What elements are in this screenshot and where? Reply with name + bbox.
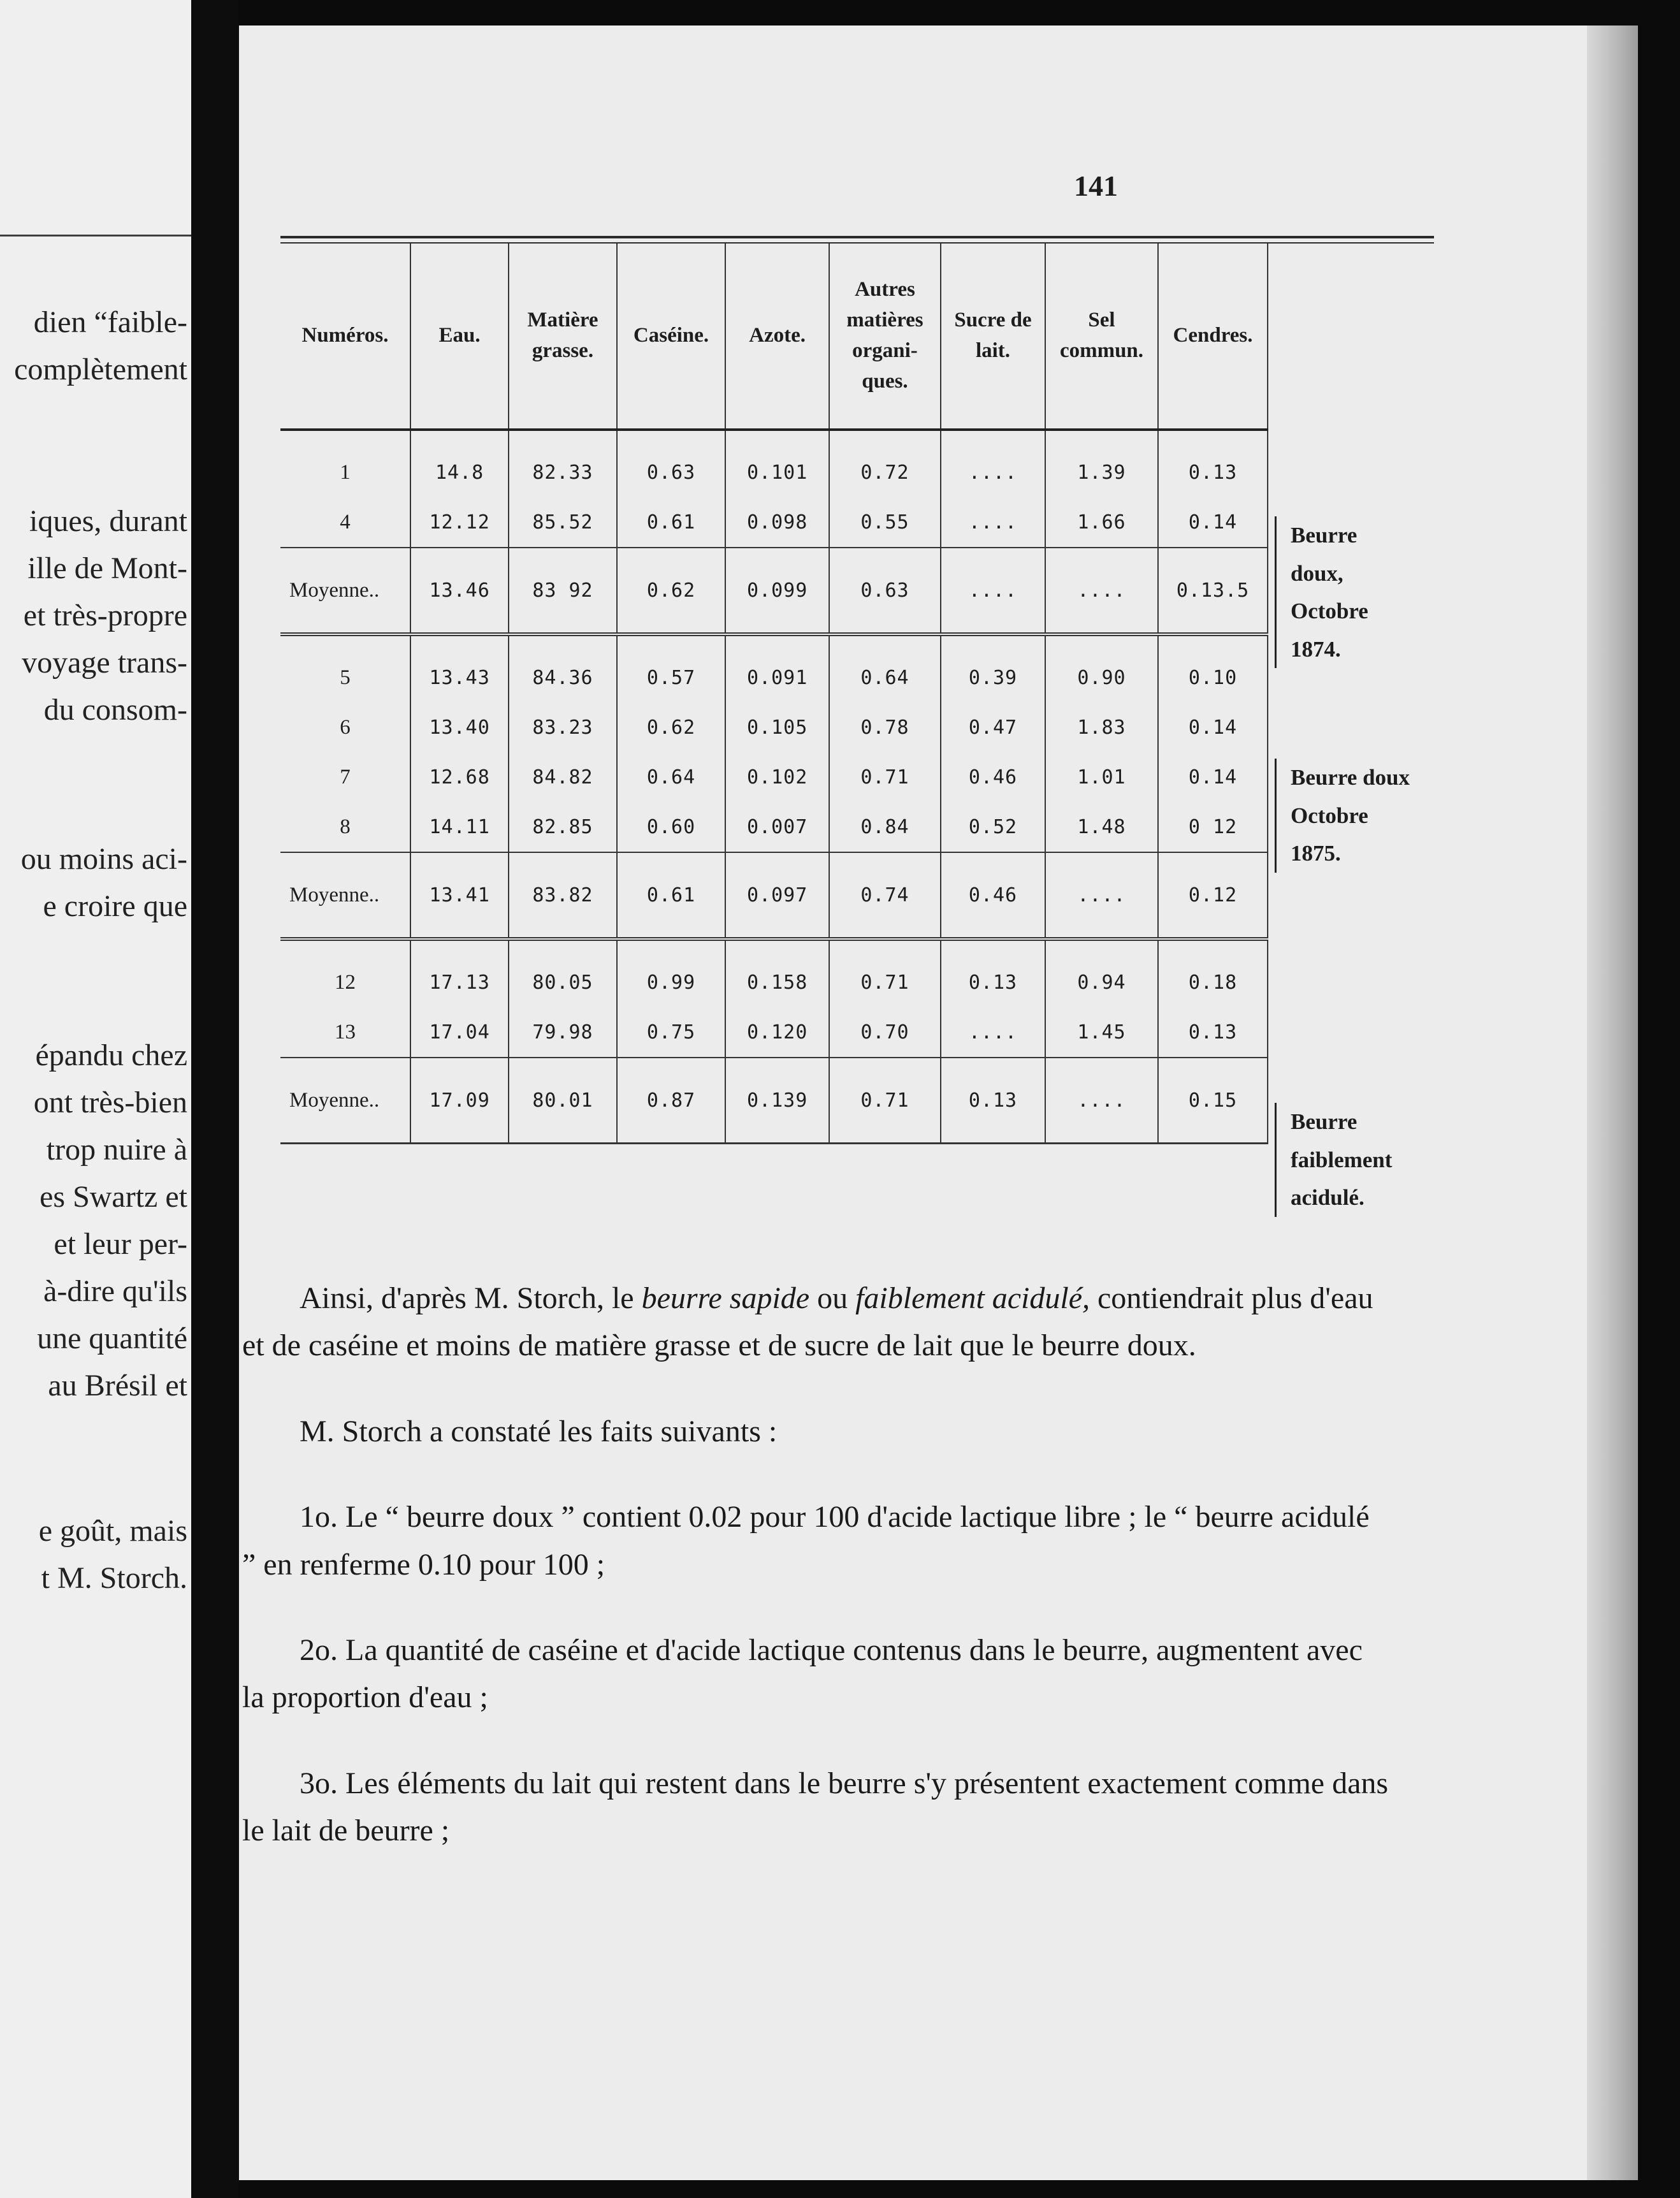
table-cell: 80.05 [509, 939, 616, 1007]
table-cell: 0.101 [725, 430, 829, 497]
table-cell: 0.75 [617, 1007, 726, 1058]
composition-table [280, 236, 1434, 1210]
table-average-row [280, 852, 1268, 939]
table-cell: 0.139 [725, 1058, 829, 1144]
table-cell: 12.12 [410, 497, 509, 548]
table-row [280, 634, 1268, 702]
table-cell: 0.74 [829, 852, 941, 939]
column-header: Cendres. [1158, 244, 1268, 430]
left-page-line: épandu chez [35, 1038, 187, 1072]
group-note: Beurre faiblement acidulé. [1291, 1109, 1393, 1210]
left-page-line: et très-propre [23, 599, 187, 632]
table-row [280, 802, 1268, 852]
group-note-brace [1275, 516, 1412, 668]
table-cell: 0.13 [941, 939, 1045, 1007]
table-cell: 0.007 [725, 802, 829, 852]
table-cell: 7 [280, 752, 410, 802]
table-cell: 0.46 [941, 752, 1045, 802]
table-cell: 0.097 [725, 852, 829, 939]
text-run: contiendrait plus d'eau et de caséine et moins de matière grasse et de sucre de lait que le beurre doux. [242, 1281, 1373, 1363]
table-cell: 85.52 [509, 497, 616, 548]
table-cell: 0.091 [725, 634, 829, 702]
table-cell: 0.14 [1158, 497, 1268, 548]
table-cell: 83 92 [509, 548, 616, 634]
left-page-line: ille de Mont- [27, 551, 187, 585]
column-header: Caséine. [617, 244, 726, 430]
table-cell: 0.72 [829, 430, 941, 497]
table-cell: 8 [280, 802, 410, 852]
table-cell: 0.94 [1045, 939, 1158, 1007]
data-table [280, 244, 1268, 1144]
left-page-line: es Swartz et [40, 1180, 187, 1214]
left-page-line: au Brésil et [48, 1369, 187, 1402]
left-page-line: trop nuire à [46, 1133, 187, 1167]
table-row [280, 752, 1268, 802]
paragraph: 2o. La quantité de caséine et d'acide lactique contenus dans le beurre, augmentent avec la proportion d'eau ; [242, 1633, 1363, 1715]
table-cell: 17.09 [410, 1058, 509, 1144]
table-cell: 1 [280, 430, 410, 497]
column-header: Matière grasse. [509, 244, 616, 430]
table-cell: 0.46 [941, 852, 1045, 939]
table-cell: 0.52 [941, 802, 1045, 852]
table-cell: 0.102 [725, 752, 829, 802]
left-page-line: une quantité [37, 1321, 187, 1355]
table-cell: 0.105 [725, 702, 829, 752]
left-page-line: e goût, mais [38, 1514, 187, 1548]
table-cell: 17.13 [410, 939, 509, 1007]
page-edge-shadow [1587, 25, 1638, 2180]
table-cell: .... [1045, 548, 1158, 634]
paragraph: 1o. Le “ beurre doux ” contient 0.02 pour 100 d'acide lactique libre ; le “ beurre acidulé ” en renferme 0.10 pour 100 ; [242, 1500, 1370, 1582]
paragraph [242, 1275, 1389, 1370]
page-number: 141 [1074, 170, 1118, 202]
table-cell: 0.71 [829, 752, 941, 802]
table-cell: 0.14 [1158, 752, 1268, 802]
table-cell: 1.48 [1045, 802, 1158, 852]
group-note: Beurre doux Octobre 1875. [1291, 765, 1410, 866]
left-page-line: ont très-bien [33, 1086, 187, 1119]
body-text [242, 1275, 1389, 1893]
table-cell: 84.36 [509, 634, 616, 702]
table-row [280, 939, 1268, 1007]
left-page-line: ou moins aci- [20, 842, 187, 876]
table-cell: .... [1045, 852, 1158, 939]
table-cell: 5 [280, 634, 410, 702]
table-cell: 0.13 [941, 1058, 1045, 1144]
text-run: ou [809, 1281, 856, 1315]
table-cell: 0.84 [829, 802, 941, 852]
table-cell: .... [941, 548, 1045, 634]
column-header: Sucre de lait. [941, 244, 1045, 430]
table-cell: .... [941, 497, 1045, 548]
table-cell: 14.8 [410, 430, 509, 497]
table-cell: 0.120 [725, 1007, 829, 1058]
table-cell: .... [1045, 1058, 1158, 1144]
table-cell: 12.68 [410, 752, 509, 802]
table-cell: 0.39 [941, 634, 1045, 702]
table-cell: 1.39 [1045, 430, 1158, 497]
table-cell: 0.18 [1158, 939, 1268, 1007]
group-note: Beurre doux, Octobre 1874. [1291, 523, 1368, 662]
column-header: Numéros. [280, 244, 410, 430]
table-cell: 13.43 [410, 634, 509, 702]
table-cell: 1.83 [1045, 702, 1158, 752]
table-cell: 83.82 [509, 852, 616, 939]
table-cell: 4 [280, 497, 410, 548]
table-cell: .... [941, 1007, 1045, 1058]
table-row [280, 430, 1268, 497]
table-cell: 0.13 [1158, 430, 1268, 497]
table-cell: 1.66 [1045, 497, 1158, 548]
table-average-row [280, 1058, 1268, 1144]
table-cell: Moyenne.. [280, 548, 410, 634]
table-cell: 13.41 [410, 852, 509, 939]
table-cell: 0.10 [1158, 634, 1268, 702]
left-page-line: t M. Storch. [41, 1561, 187, 1595]
table-cell: 0.61 [617, 852, 726, 939]
table-row [280, 702, 1268, 752]
table-cell: 0.70 [829, 1007, 941, 1058]
table-cell: 0.47 [941, 702, 1045, 752]
table-row [280, 497, 1268, 548]
table-cell: 0.13 [1158, 1007, 1268, 1058]
left-page-line: du consom- [43, 693, 187, 727]
italic-text: beurre sapide [641, 1281, 810, 1315]
table-cell: 84.82 [509, 752, 616, 802]
table-cell: 0.60 [617, 802, 726, 852]
group-note-brace [1275, 1103, 1424, 1217]
table-cell: 0.71 [829, 939, 941, 1007]
table-row [280, 1007, 1268, 1058]
table-cell: 0.90 [1045, 634, 1158, 702]
table-cell: 0 12 [1158, 802, 1268, 852]
table-header-row [280, 244, 1268, 430]
table-cell: .... [941, 430, 1045, 497]
table-cell: 13.40 [410, 702, 509, 752]
column-header: Azote. [725, 244, 829, 430]
left-page-line: iques, durant [29, 504, 187, 538]
table-cell: 12 [280, 939, 410, 1007]
table-average-row [280, 548, 1268, 634]
left-page-rule [0, 235, 191, 237]
table-cell: 0.55 [829, 497, 941, 548]
table-cell: 0.12 [1158, 852, 1268, 939]
table-cell: 0.99 [617, 939, 726, 1007]
table-cell: 0.63 [829, 548, 941, 634]
left-page-line: dien “faible- [33, 305, 187, 339]
table-cell: 0.158 [725, 939, 829, 1007]
column-header: Eau. [410, 244, 509, 430]
table-cell: 0.098 [725, 497, 829, 548]
table-cell: 0.64 [617, 752, 726, 802]
table-cell: 14.11 [410, 802, 509, 852]
table-cell: 0.57 [617, 634, 726, 702]
left-page-line: et leur per- [54, 1227, 187, 1261]
italic-text: faiblement acidulé, [855, 1281, 1090, 1315]
table-cell: 0.15 [1158, 1058, 1268, 1144]
table-cell: Moyenne.. [280, 852, 410, 939]
text-run: Ainsi, d'après M. Storch, le [300, 1281, 642, 1315]
left-page-line: à-dire qu'ils [43, 1274, 187, 1308]
table-cell: 83.23 [509, 702, 616, 752]
table-cell: Moyenne.. [280, 1058, 410, 1144]
table-cell: 0.62 [617, 548, 726, 634]
table-cell: 0.87 [617, 1058, 726, 1144]
table-cell: 0.64 [829, 634, 941, 702]
table-cell: 0.14 [1158, 702, 1268, 752]
column-header: Sel commun. [1045, 244, 1158, 430]
table-cell: 0.71 [829, 1058, 941, 1144]
left-facing-page [0, 0, 192, 2198]
table-cell: 0.62 [617, 702, 726, 752]
paragraph: 3o. Les éléments du lait qui restent dans le beurre s'y présentent exactement comme dans le lait de beurre ; [242, 1766, 1389, 1848]
group-note-brace [1275, 759, 1412, 873]
table-cell: 6 [280, 702, 410, 752]
table-cell: 0.61 [617, 497, 726, 548]
table-cell: 80.01 [509, 1058, 616, 1144]
table-cell: 0.63 [617, 430, 726, 497]
table-cell: 79.98 [509, 1007, 616, 1058]
table-cell: 17.04 [410, 1007, 509, 1058]
table-cell: 13.46 [410, 548, 509, 634]
left-page-line: e croire que [43, 889, 187, 923]
book-gutter [191, 0, 239, 2198]
table-top-rule [280, 236, 1434, 244]
left-page-line: voyage trans- [22, 646, 187, 680]
paragraph: M. Storch a constaté les faits suivants : [300, 1414, 778, 1448]
table-cell: 0.13.5 [1158, 548, 1268, 634]
column-header: Autres matières organi-ques. [829, 244, 941, 430]
table-cell: 13 [280, 1007, 410, 1058]
table-cell: 82.85 [509, 802, 616, 852]
left-page-line: complètement [14, 353, 187, 386]
table-cell: 1.01 [1045, 752, 1158, 802]
table-cell: 1.45 [1045, 1007, 1158, 1058]
table-cell: 0.78 [829, 702, 941, 752]
table-cell: 0.099 [725, 548, 829, 634]
table-cell: 82.33 [509, 430, 616, 497]
